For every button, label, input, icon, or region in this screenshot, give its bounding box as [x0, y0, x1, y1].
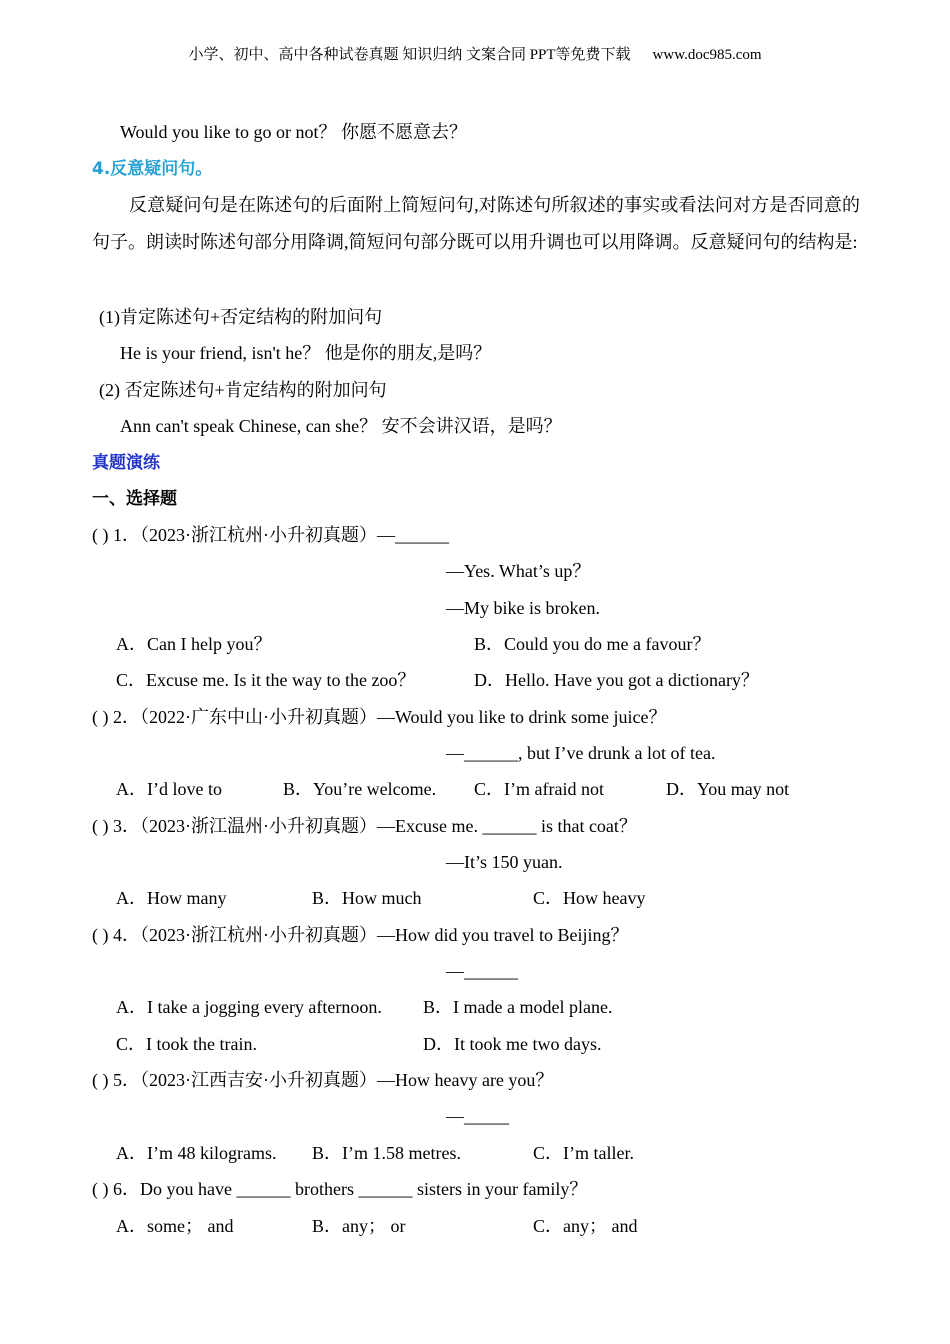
question-1-option-d[interactable]: D．Hello. Have you got a dictionary？ — [474, 670, 759, 690]
question-1-option-b[interactable]: B．Could you do me a favour？ — [474, 634, 711, 654]
section-4-title: 4.反意疑问句。 — [92, 159, 213, 179]
question-3-stem: ( ) 3．（2023·浙江温州·小升初真题）—Excuse me. ______ is that coat？ — [92, 816, 637, 836]
question-6-stem: ( ) 6．Do you have ______ brothers ______ sisters in your family？ — [92, 1179, 588, 1199]
question-3-line-1: —It’s 150 yuan. — [446, 852, 563, 872]
question-4-option-d[interactable]: D．It took me two days. — [423, 1034, 602, 1054]
question-4-option-c[interactable]: C．I took the train. — [116, 1034, 257, 1054]
question-6-option-b[interactable]: B．any； or — [312, 1216, 406, 1236]
question-1-option-c[interactable]: C．Excuse me. Is it the way to the zoo？ — [116, 670, 416, 690]
question-2-option-a[interactable]: A．I’d love to — [116, 779, 222, 799]
question-5-line-1: —_____ — [446, 1106, 509, 1126]
question-1-stem: ( ) 1．（2023·浙江杭州·小升初真题）—______ — [92, 525, 449, 545]
header-text: 小学、初中、高中各种试卷真题 知识归纳 文案合同 PPT等免费下载 — [188, 47, 631, 63]
question-4-option-b[interactable]: B．I made a model plane. — [423, 997, 613, 1017]
question-2-line-1: —______, but I’ve drunk a lot of tea. — [446, 743, 716, 763]
question-2-option-d[interactable]: D．You may not — [666, 779, 790, 799]
question-5-stem: ( ) 5．（2023·江西吉安·小升初真题）—How heavy are you？ — [92, 1070, 554, 1090]
question-4-option-a[interactable]: A．I take a jogging every afternoon. — [116, 997, 382, 1017]
question-2-option-b[interactable]: B．You’re welcome. — [283, 779, 437, 799]
question-5-option-b[interactable]: B．I’m 1.58 metres. — [312, 1143, 461, 1163]
question-5-option-a[interactable]: A．I’m 48 kilograms. — [116, 1143, 277, 1163]
question-3-option-a[interactable]: A．How many — [116, 888, 227, 908]
question-1-line-1: —Yes. What’s up？ — [446, 561, 591, 581]
page-header — [0, 44, 950, 66]
question-2-stem: ( ) 2．（2022·广东中山·小升初真题）—Would you like to drink some juice？ — [92, 707, 667, 727]
example-1: He is your friend, isn't he？ 他是你的朋友,是吗？ — [120, 343, 492, 363]
question-1-option-a[interactable]: A．Can I help you？ — [116, 634, 272, 654]
rule-1: (1)肯定陈述句+否定结构的附加问句 — [99, 307, 383, 327]
practice-subtitle: 一、选择题 — [92, 489, 177, 509]
question-6-option-a[interactable]: A．some； and — [116, 1216, 234, 1236]
question-3-option-c[interactable]: C．How heavy — [533, 888, 646, 908]
question-5-option-c[interactable]: C．I’m taller. — [533, 1143, 634, 1163]
question-4-stem: ( ) 4．（2023·浙江杭州·小升初真题）—How did you travel to Beijing？ — [92, 925, 629, 945]
intro-line: Would you like to go or not？ 你愿不愿意去？ — [120, 122, 468, 142]
header-url[interactable]: www.doc985.com — [652, 47, 762, 63]
question-2-option-c[interactable]: C．I’m afraid not — [474, 779, 604, 799]
rule-2: (2) 否定陈述句+肯定结构的附加问句 — [99, 380, 387, 400]
section-4-paragraph: 反意疑问句是在陈述句的后面附上简短问句,对陈述句所叙述的事实或看法问对方是否同意的句子。朗读时陈述句部分用降调,简短问句部分既可以用升调也可以用降调。反意疑问句的结构是: — [92, 195, 860, 252]
example-2: Ann can't speak Chinese, can she？ 安不会讲汉语，是吗？ — [120, 416, 562, 436]
practice-title: 真题演练 — [92, 453, 160, 473]
question-3-option-b[interactable]: B．How much — [312, 888, 422, 908]
question-1-line-2: —My bike is broken. — [446, 598, 600, 618]
question-6-option-c[interactable]: C．any； and — [533, 1216, 638, 1236]
question-4-line-1: —______ — [446, 961, 518, 981]
